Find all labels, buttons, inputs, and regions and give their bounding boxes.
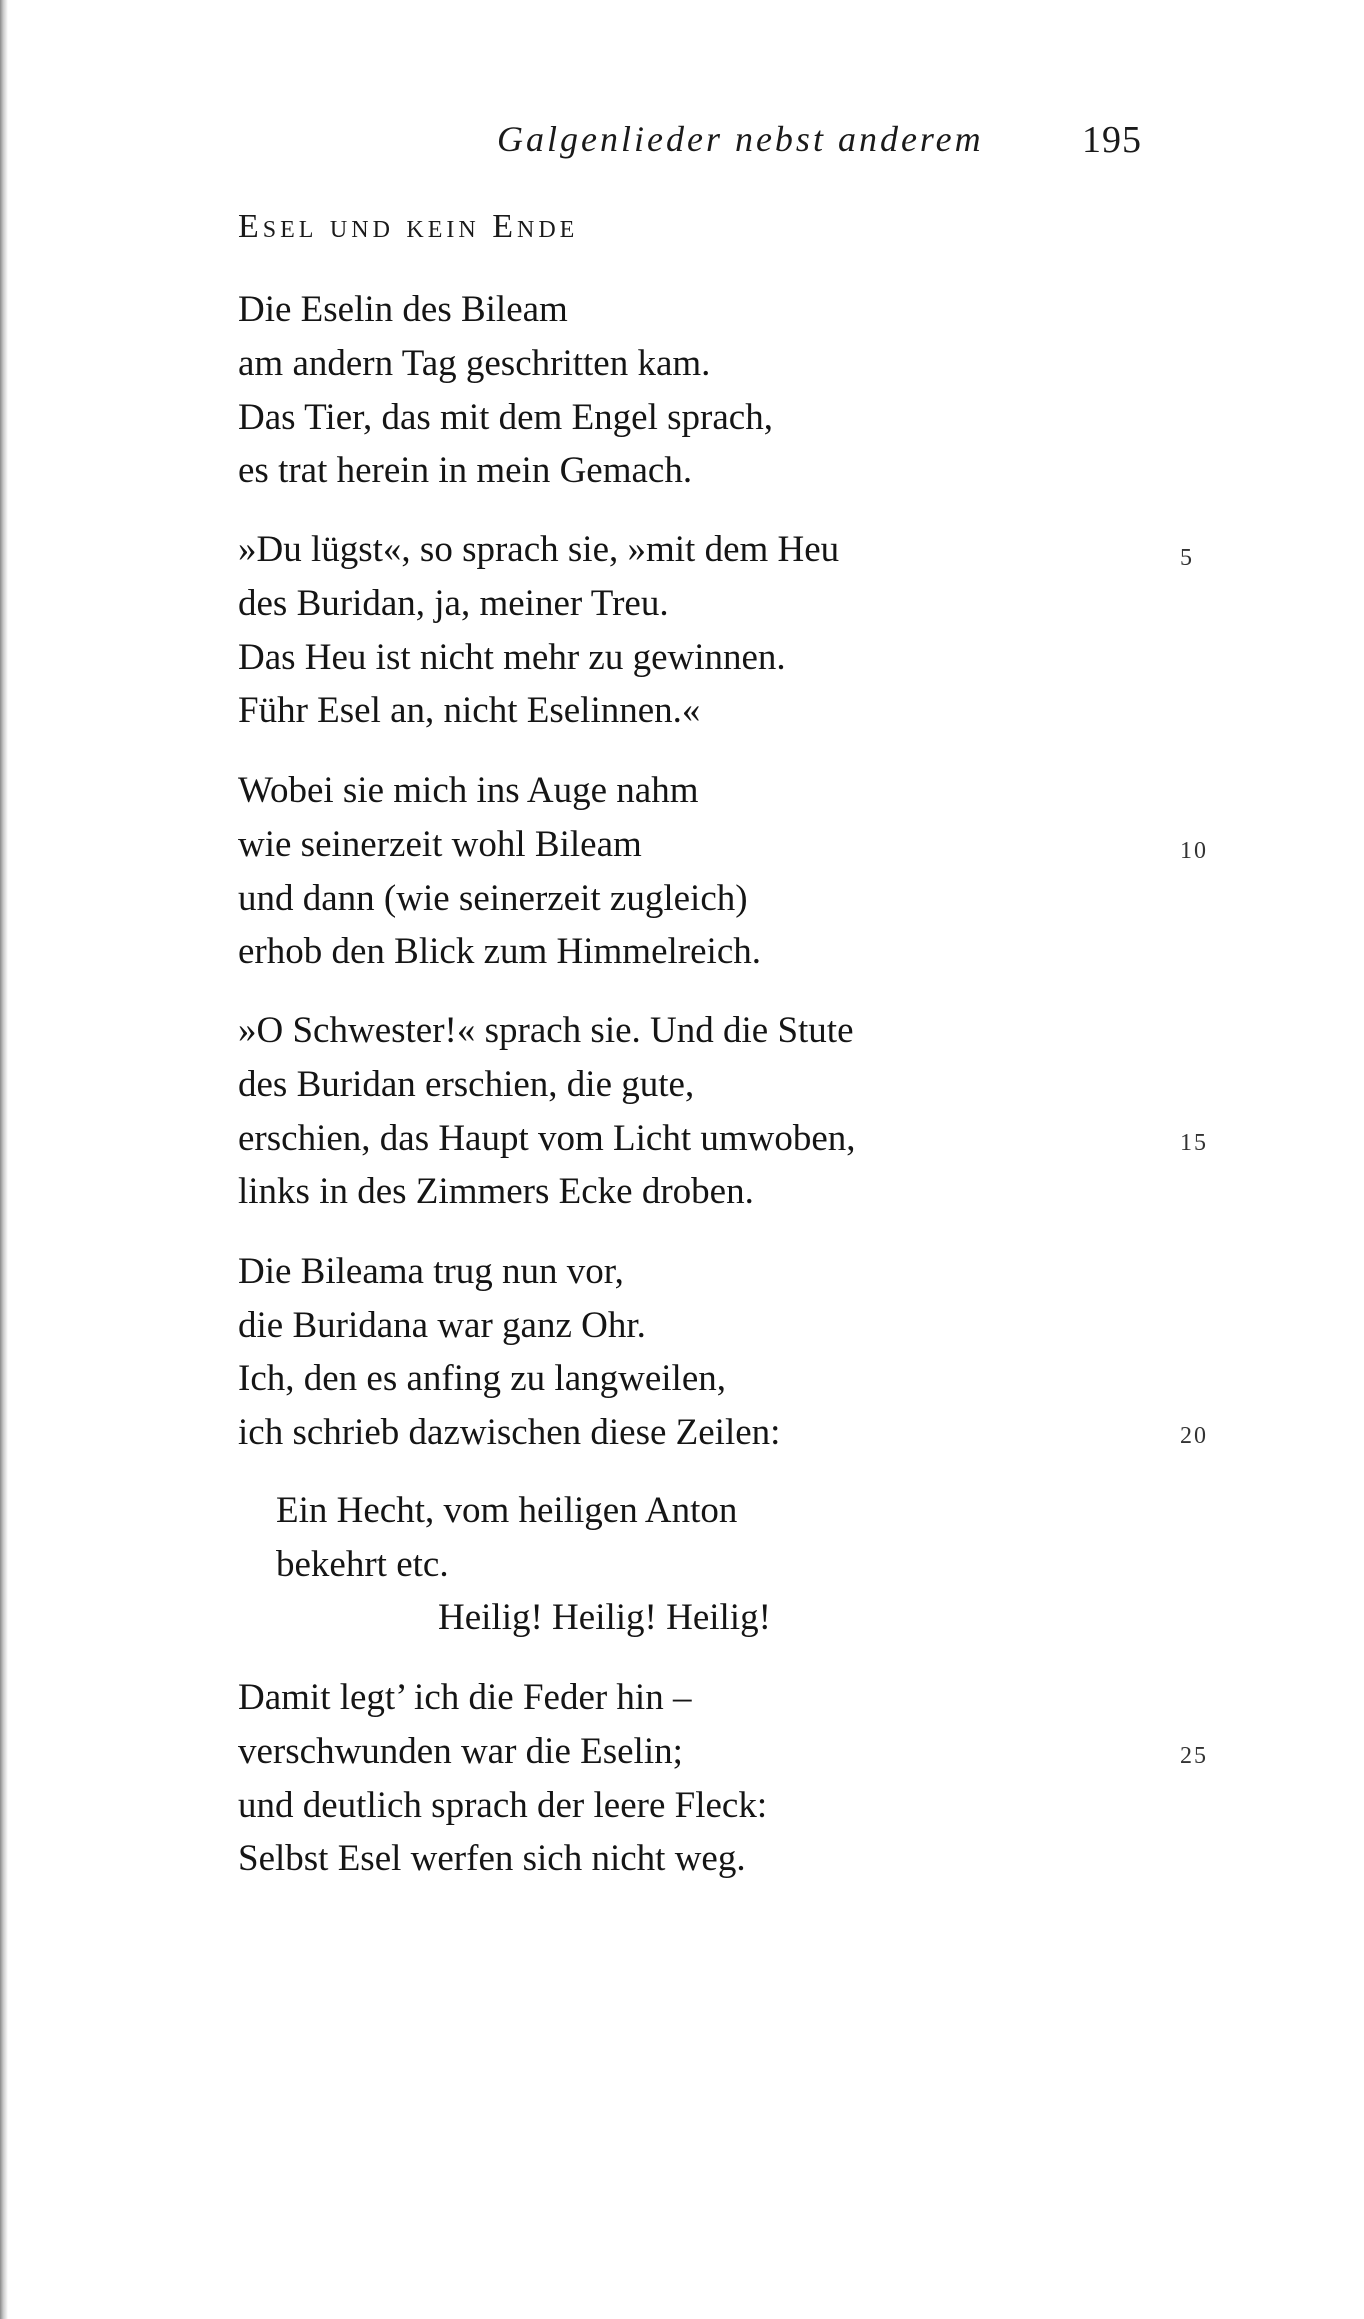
inset-verse-line: Ein Hecht, vom heiligen Anton — [276, 1490, 738, 1531]
line-number: 10 — [1180, 838, 1208, 864]
verse-line: »Du lügst«, so sprach sie, »mit dem Heu — [238, 529, 840, 570]
verse-line: Die Bileama trug nun vor, — [238, 1251, 624, 1292]
verse-line: Führ Esel an, nicht Eselinnen.« — [238, 690, 701, 731]
verse-line: ich schrieb dazwischen diese Zeilen: — [238, 1412, 781, 1453]
verse-line: verschwunden war die Eselin; — [238, 1731, 683, 1772]
page-number: 195 — [1082, 119, 1142, 161]
verse-line: und deutlich sprach der leere Fleck: — [238, 1785, 768, 1826]
line-number: 15 — [1180, 1130, 1208, 1156]
verse-line: Das Heu ist nicht mehr zu gewinnen. — [238, 637, 786, 678]
verse-line: Die Eselin des Bileam — [238, 289, 568, 330]
line-number: 20 — [1180, 1423, 1208, 1449]
running-head: Galgenlieder nebst anderem — [497, 119, 984, 159]
line-number: 25 — [1180, 1743, 1208, 1769]
verse-line: des Buridan, ja, meiner Treu. — [238, 583, 669, 624]
poem-title: Esel und kein Ende — [238, 208, 579, 245]
verse-line: erhob den Blick zum Himmelreich. — [238, 931, 761, 972]
verse-line: links in des Zimmers Ecke droben. — [238, 1171, 754, 1212]
verse-line: die Buridana war ganz Ohr. — [238, 1305, 646, 1346]
verse-line: und dann (wie seinerzeit zugleich) — [238, 878, 748, 919]
verse-line: Wobei sie mich ins Auge nahm — [238, 770, 699, 811]
verse-line: es trat herein in mein Gemach. — [238, 450, 693, 491]
verse-line: Ich, den es anfing zu langweilen, — [238, 1358, 727, 1399]
page-edge-shadow — [0, 0, 8, 2319]
verse-line: wie seinerzeit wohl Bileam — [238, 824, 642, 865]
line-number: 5 — [1180, 545, 1194, 571]
verse-line: Damit legt’ ich die Feder hin – — [238, 1677, 692, 1718]
verse-line: erschien, das Haupt vom Licht umwoben, — [238, 1118, 856, 1159]
verse-line: »O Schwester!« sprach sie. Und die Stute — [238, 1010, 854, 1051]
verse-line: Das Tier, das mit dem Engel sprach, — [238, 397, 773, 438]
verse-line: am andern Tag geschritten kam. — [238, 343, 711, 384]
inset-verse-line: bekehrt etc. — [276, 1544, 449, 1585]
inset-verse-line: Heilig! Heilig! Heilig! — [438, 1597, 771, 1638]
verse-line: des Buridan erschien, die gute, — [238, 1064, 695, 1105]
verse-line: Selbst Esel werfen sich nicht weg. — [238, 1838, 746, 1879]
